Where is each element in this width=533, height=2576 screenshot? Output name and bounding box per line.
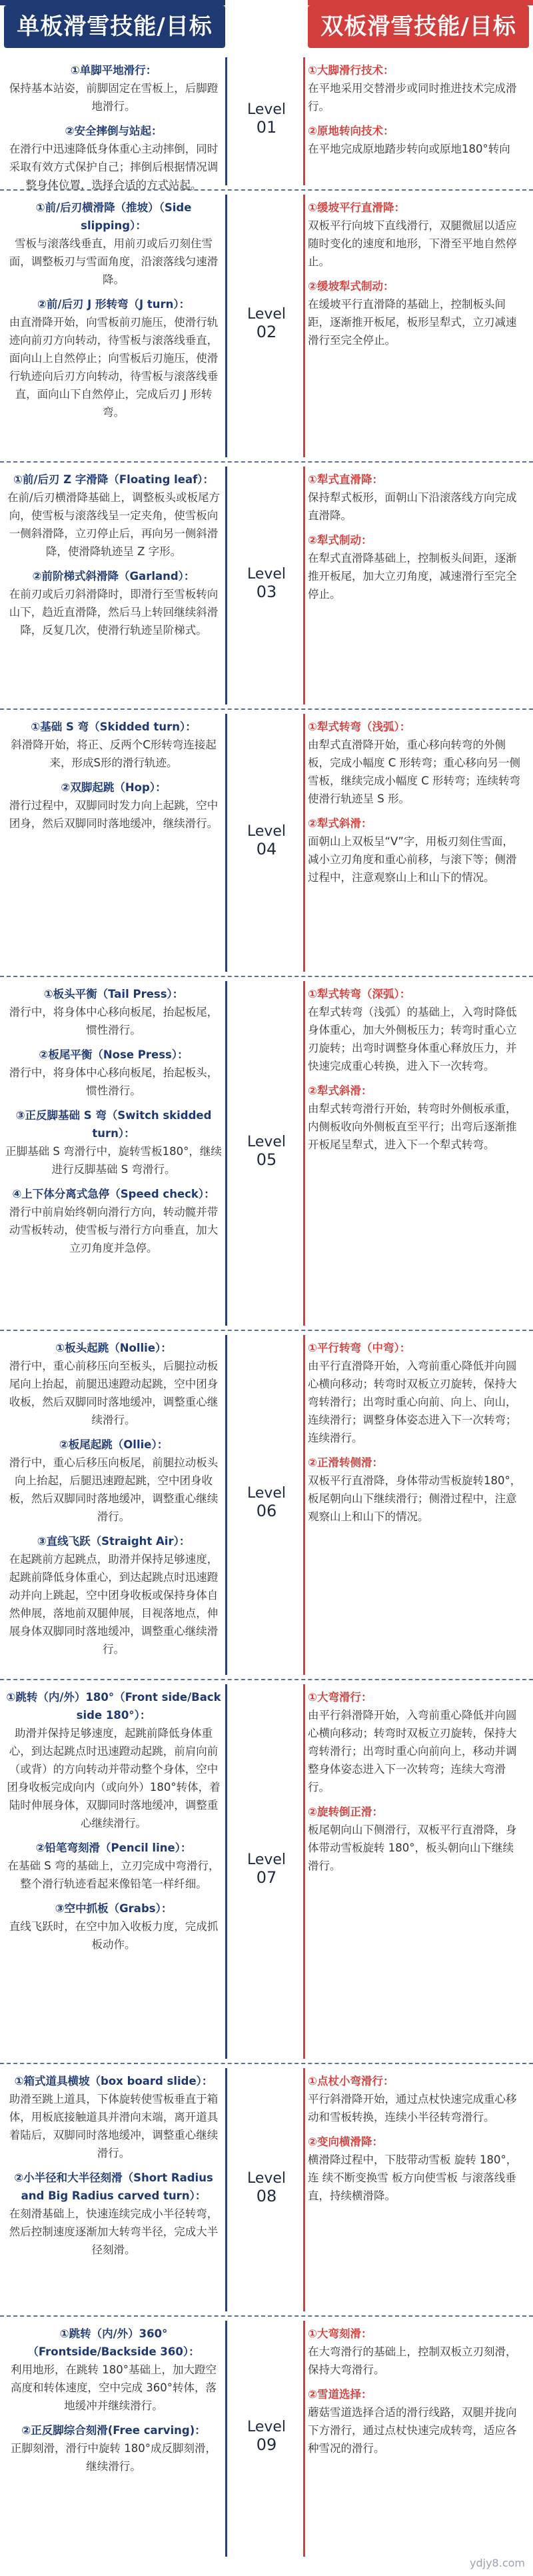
snowboard-skill-item: [5, 1185, 222, 1257]
skill-description: 在犁式直滑降基础上，控制板头间距，逐渐推开板尾，加大立刃角度，减速滑行至完全停止。: [308, 552, 517, 601]
skill-title: ①点杖小弯滑行：: [308, 2075, 394, 2087]
level-label: Level: [247, 1852, 286, 1868]
snowboard-header-title: 单板滑雪技能/目标: [4, 5, 225, 48]
left-column-rule: [225, 1684, 227, 2059]
snowboard-skills-column: [5, 718, 222, 839]
snowboard-skill-item: [5, 1106, 222, 1178]
snowboard-skills-column: [5, 199, 222, 428]
skill-title: ②板尾平衡（Nose Press）：: [39, 1048, 189, 1061]
right-column-rule: [303, 195, 305, 457]
snowboard-skill-item: [5, 985, 222, 1039]
level-divider: [0, 461, 533, 463]
ski-skill-item: [308, 985, 522, 1075]
ski-skills-column: [308, 2325, 522, 2464]
level-label: Level: [247, 822, 286, 840]
ski-skill-item: [308, 2385, 522, 2457]
skill-title: ①大弯刻滑：: [308, 2327, 372, 2340]
skill-title: ②雪道选择：: [308, 2388, 372, 2401]
left-column-rule: [225, 467, 227, 704]
snowboard-skill-item: [5, 1532, 222, 1658]
ski-skills-column: [308, 2072, 522, 2211]
skill-title: ④上下体分离式急停（Speed check）：: [12, 1188, 215, 1200]
right-column-rule: [303, 714, 305, 972]
skill-description: 在基础 S 弯的基础上，立刃完成中弯滑行，整个滑行轨迹看起来像铅笔一样纤细。: [7, 1860, 220, 1890]
level-section: [0, 2065, 533, 2314]
skill-title: ②小半径和大半径刻滑（Short Radius and Big Radius carved turn）：: [14, 2171, 213, 2202]
ski-skill-item: [308, 1688, 522, 1796]
snowboard-skill-item: [5, 1839, 222, 1893]
skill-description: 利用地形，在跳转 180°基础上，加大蹬空高度和转体速度，空中完成 360°转体，落地缓冲并继续滑行。: [11, 2363, 217, 2412]
level-section: [0, 192, 533, 460]
level-badge: [233, 101, 300, 137]
level-badge: [233, 566, 300, 601]
ski-skill-item: [308, 122, 522, 158]
skill-description: 滑行中前肩始终朝向滑行方向，转动髋并带动雪板转动，使雪板与滑行方向垂直，加大立刃角度并急停。: [9, 1206, 219, 1254]
level-badge: [233, 823, 300, 858]
skill-description: 板尾朝向山下侧滑行，双板平行直滑降，身体带动雪板旋转 180°，板头朝向山下继续滑行。: [308, 1824, 517, 1872]
skill-title: ②前/后刃 J 形转弯（J turn）：: [37, 298, 191, 311]
skill-title: ①单脚平地滑行：: [70, 64, 157, 77]
skill-title: ②正滑转侧滑：: [308, 1456, 383, 1469]
level-badge: [233, 1485, 300, 1520]
skill-description: 由平行直滑降开始，入弯前重心降低并向圆心横向移动；转弯时双板立刃旋转，保持大弯转滑行；出弯时重心向前、向上、向山，连续滑行；调整身体姿态进入下一次转弯；连续滑行。: [308, 1360, 517, 1444]
level-section: [0, 978, 533, 1328]
skill-description: 正脚刻滑，滑行中旋转 180°成反脚刻滑，继续滑行。: [11, 2442, 217, 2473]
level-label: Level: [247, 1485, 286, 1502]
skill-description: 助滑至跳上道具，下体旋转使雪板垂直于箱体，用板底接触道具并滑向末端，离开道具着陆后，双脚同时落地缓冲，调整重心继续滑行。: [9, 2093, 219, 2159]
skill-title: ①板头平衡（Tail Press）：: [43, 988, 184, 1000]
skill-title: ①大弯滑行：: [308, 1691, 372, 1704]
snowboard-skills-column: [5, 2072, 222, 2265]
skill-description: 保持基本站姿，前脚固定在雪板上，后脚蹬地滑行。: [9, 82, 219, 113]
level-divider: [0, 708, 533, 710]
ski-skill-item: [308, 277, 522, 349]
skill-title: ①缓坡平行直滑降：: [308, 201, 405, 214]
skill-description: 在刻滑基础上，快速连续完成小半径转弯，然后控制速度逐渐加大转弯半径，完成大半径刻滑。: [9, 2207, 219, 2256]
skill-title: ②旋转倒正滑：: [308, 1806, 383, 1818]
ski-skill-item: [308, 2325, 522, 2379]
ski-header-title: 双板滑雪技能/目标: [308, 5, 529, 48]
snowboard-skill-item: [5, 2325, 222, 2415]
skill-description: 面朝山上双板呈“V”字，用板刃刻住雪面，减小立刃角度和重心前移，与滚下等；侧滑过程中，注意观察山上和山下的情况。: [308, 835, 517, 884]
skill-title: ②正反脚综合刻滑(Free carving)：: [21, 2424, 206, 2437]
skill-title: ②犁式斜滑：: [308, 1084, 372, 1097]
snowboard-skills-column: [5, 471, 222, 646]
ski-skill-item: [308, 718, 522, 808]
skill-description: 蘑菇雪道选择合适的滑行线路，双腿并拢向下方滑行，通过点杖快速完成转弯，适应各种雪况的滑行。: [308, 2406, 517, 2455]
snowboard-skills-column: [5, 1688, 222, 1960]
snowboard-skill-item: [5, 61, 222, 115]
right-column-rule: [303, 981, 305, 1326]
header: [0, 0, 533, 53]
level-label: Level: [247, 306, 286, 323]
skill-title: ②犁式制动：: [308, 534, 372, 547]
snowboard-skill-item: [5, 471, 222, 561]
snowboard-skill-item: [5, 778, 222, 832]
level-badge: [233, 1852, 300, 1887]
ski-skill-item: [308, 531, 522, 603]
skill-title: ①犁式转弯（浅弧）：: [308, 720, 411, 733]
left-column-rule: [225, 195, 227, 457]
level-label: Level: [247, 101, 286, 118]
skill-title: ①跳转（内/外）180°（Front side/Back side 180°）：: [6, 1691, 221, 1722]
skill-title: ②安全摔倒与站起：: [65, 125, 163, 137]
skill-title: ②双脚起跳（Hop）：: [61, 781, 167, 794]
snowboard-skill-item: [5, 1046, 222, 1100]
skill-title: ①前/后刃横滑降（推坡）（Side slipping）：: [35, 201, 192, 232]
left-column-rule: [225, 981, 227, 1326]
skill-title: ②变向横滑降：: [308, 2135, 383, 2148]
skill-title: ②板尾起跳（Ollie）：: [59, 1438, 169, 1451]
level-divider: [0, 1679, 533, 1680]
level-label: Level: [247, 2419, 286, 2435]
ski-skills-column: [308, 1688, 522, 1882]
ski-skills-column: [308, 718, 522, 893]
snowboard-skill-item: [5, 2072, 222, 2162]
skill-description: 平行斜滑降开始，通过点杖快速完成重心移动和雪板转换，连续小半径转弯滑行。: [308, 2093, 517, 2123]
right-column-rule: [303, 2068, 305, 2311]
skill-title: ①板头起跳（Nollie）：: [55, 1342, 172, 1354]
skill-title: ①前/后刃 Z 字滑降（Floating leaf）：: [13, 473, 215, 486]
ski-skill-item: [308, 1082, 522, 1154]
snowboard-skills-column: [5, 985, 222, 1264]
level-number: 03: [256, 582, 277, 601]
ski-skill-item: [308, 1339, 522, 1447]
skill-description: 雪板与滚落线垂直，用前刃或后刃刻住雪面，调整板刃与雪面角度，沿滚落线匀速滑降。: [9, 237, 219, 286]
skill-title: ①犁式转弯（深弧）：: [308, 988, 411, 1000]
skill-title: ①平行转弯（中弯）：: [308, 1342, 411, 1354]
right-column-rule: [303, 467, 305, 704]
watermark-text: ydjy8.com: [470, 2557, 525, 2569]
skill-description: 滑行中，将身体中心移向板尾，抬起板头，惯性滑行。: [9, 1066, 219, 1097]
level-divider: [0, 976, 533, 977]
skill-title: ②原地转向技术：: [308, 125, 394, 137]
ski-skills-column: [308, 61, 522, 165]
skill-title: ①基础 S 弯（Skidded turn）：: [31, 720, 197, 733]
level-number: 04: [256, 839, 277, 858]
snowboard-skill-item: [5, 2169, 222, 2259]
skill-description: 在滑行中迅速降低身体重心主动摔倒，同时采取有效方式保护自己；摔倒后根据情况调整身体位置，选择合适的方式站起。: [9, 143, 219, 191]
skill-title: ①犁式直滑降：: [308, 473, 383, 486]
snowboard-skills-column: [5, 61, 222, 201]
left-column-rule: [225, 2068, 227, 2311]
level-divider: [0, 2063, 533, 2064]
ski-skill-item: [308, 2072, 522, 2126]
skill-description: 双板平行向坡下直线滑行，双腿微屈以适应随时变化的速度和地形，下滑至平地自然停止。: [308, 219, 517, 268]
left-column-rule: [225, 714, 227, 972]
snowboard-skill-item: [5, 1688, 222, 1832]
level-badge: [233, 306, 300, 341]
skill-title: ①大脚滑行技术：: [308, 64, 394, 77]
level-section: [0, 711, 533, 974]
level-number: 09: [256, 2435, 277, 2454]
skill-title: ①跳转（内/外）360°（Frontside/Backside 360）：: [27, 2327, 200, 2358]
skill-title: ③空中抓板（Grabs）：: [55, 1902, 173, 1915]
right-column-rule: [303, 1335, 305, 1675]
ski-skill-item: [308, 61, 522, 115]
level-section: [0, 464, 533, 707]
skill-description: 在前刃或后刃斜滑降时，即滑行至雪板转向山下，趋近直滑降，然后马上转回继续斜滑降，反复几次，使滑行轨迹呈阶梯式。: [9, 588, 219, 637]
skill-description: 双板平行直滑降，身体带动雪板旋转180°，板尾朝向山下继续滑行；侧滑过程中，注意观察山上和山下的情况。: [308, 1474, 522, 1523]
ski-skill-item: [308, 2133, 522, 2205]
right-column-rule: [303, 2321, 305, 2557]
snowboard-skill-item: [5, 295, 222, 421]
skill-description: 由犁式直滑降开始，重心移向转弯的外侧板，完成小幅度 C 形转弯；重心移向另一侧雪板，继续完成小幅度 C 形转弯；连续转弯使滑行轨迹呈 S 形。: [308, 738, 521, 805]
snowboard-skill-item: [5, 2421, 222, 2475]
left-column-rule: [225, 2321, 227, 2557]
skill-description: 斜滑降开始，将正、反两个C形转弯连接起来，形成S形的滑行轨迹。: [11, 738, 217, 769]
ski-skills-column: [308, 199, 522, 356]
skill-description: 在起跳前方起跳点，助滑并保持足够速度，起跳前降低身体重心，到达起跳点时迅速蹬动并向上跳起，空中团身收板或保持身体自然伸展，落地前双腿伸展，目视落地点，伸展身体双脚同时落地缓冲，调整重心继续滑行。: [9, 1553, 219, 1656]
skill-title: ②铅笔弯刻滑（Pencil line）：: [35, 1842, 192, 1854]
level-badge: [233, 1134, 300, 1169]
skill-description: 在平地采用交替滑步或同时推进技术完成滑行。: [308, 82, 517, 113]
snowboard-skill-item: [5, 199, 222, 289]
level-number: 06: [256, 1502, 277, 1520]
level-number: 01: [256, 118, 277, 137]
ski-skill-item: [308, 814, 522, 886]
skill-title: ②前阶梯式斜滑降（Garland）：: [32, 570, 195, 583]
skill-description: 正脚基础 S 弯滑行中，旋转雪板180°，继续进行反脚基础 S 弯滑行。: [5, 1145, 222, 1176]
skill-description: 滑行中，将身体中心移向板尾，抬起板尾，惯性滑行。: [9, 1006, 219, 1036]
snowboard-skill-item: [5, 718, 222, 772]
ski-skill-item: [308, 471, 522, 525]
level-number: 02: [256, 323, 277, 341]
snowboard-skill-item: [5, 1436, 222, 1526]
level-section: [0, 2318, 533, 2559]
skill-description: 在大弯滑行的基础上，控制双板立刃刻滑，保持大弯滑行。: [308, 2345, 517, 2376]
ski-skills-column: [308, 1339, 522, 1532]
skill-title: ①箱式道具横坡（box board slide）：: [14, 2075, 213, 2087]
skill-title: ②犁式斜滑：: [308, 817, 372, 830]
level-section: [0, 55, 533, 191]
level-divider: [0, 189, 533, 191]
left-column-rule: [225, 1335, 227, 1675]
level-section: [0, 1332, 533, 1678]
skill-description: 由犁式转弯滑行开始，转弯时外侧板承重，内侧板收向外侧板直至平行；出弯后逐渐推开板尾呈犁式，进入下一个犁式转弯。: [308, 1102, 517, 1151]
level-number: 05: [256, 1150, 277, 1169]
level-label: Level: [247, 565, 286, 583]
level-number: 08: [256, 2186, 277, 2205]
level-number: 07: [256, 1868, 277, 1887]
skill-description: 在犁式转弯（浅弧）的基础上，入弯时降低身体重心，加大外侧板压力；转弯时重心立刃旋转；出弯时调整身体重心释放压力，并快速完成重心转换，进入下一次转弯。: [308, 1006, 517, 1072]
snowboard-skill-item: [5, 567, 222, 639]
right-column-rule: [303, 57, 305, 185]
skill-description: 在缓坡平行直滑降的基础上，控制板头间距，逐渐推开板尾，板形呈犁式，立刃减速滑行至完全停止。: [308, 298, 517, 347]
skill-description: 横滑降过程中，下肢带动雪板 旋转 180°，连 续不断变换雪 板方向使雪板 与滚落线垂直，持续横滑降。: [308, 2153, 518, 2202]
level-divider: [0, 2315, 533, 2317]
ski-skill-item: [308, 1803, 522, 1875]
skill-description: 保持犁式板形，面朝山下沿滚落线方向完成直滑降。: [308, 491, 517, 522]
skill-title: ③正反脚基础 S 弯（Switch skidded turn）：: [15, 1109, 212, 1140]
skill-description: 由直滑降开始，向雪板前刃施压，使滑行轨迹向前刃方向转动，待雪板与滚落线垂直，面向山上自然停止；向雪板后刃施压，使滑行轨迹向后刃方向转动，待雪板与滚落线垂直，面向山下自然停止，完成后刃 J 形转弯。: [9, 316, 219, 419]
skill-description: 滑行中，重心前移压向至板头，后腿拉动板尾向上抬起，前腿迅速蹬动起跳，空中团身收板，然后双脚同时落地缓冲，调整重心继续滑行。: [9, 1360, 219, 1426]
level-badge: [233, 2170, 300, 2205]
skill-title: ②缓坡犁式制动：: [308, 280, 394, 293]
snowboard-skill-item: [5, 1900, 222, 1953]
skill-description: 助滑并保持足够速度，起跳前降低身体重心，到达起跳点时迅速蹬动起跳，前肩向前（或背）的方向转动并带动整个身体，空中团身收板完成向内（或向外）180°转体，着陆时伸展身体，双脚同时落地缓冲，调整重心继续滑行。: [7, 1727, 221, 1830]
skill-description: 滑行过程中，双脚同时发力向上起跳，空中团身，然后双脚同时落地缓冲，继续滑行。: [9, 799, 219, 830]
skill-description: 滑行中，重心后移压向板尾，前腿拉动板头向上抬起，后腿迅速蹬起跳，空中团身收板，然后双脚同时落地缓冲，调整重心继续滑行。: [9, 1456, 219, 1523]
skill-title: ③直线飞跃（Straight Air）：: [37, 1535, 191, 1548]
ski-skill-item: [308, 1454, 522, 1526]
snowboard-skill-item: [5, 1339, 222, 1429]
level-label: Level: [247, 2169, 286, 2187]
skill-description: 直线飞跃时，在空中加入收板力度，完成抓板动作。: [9, 1920, 219, 1951]
ski-skills-column: [308, 985, 522, 1160]
ski-skill-item: [308, 199, 522, 271]
skill-description: 在平地完成原地踏步转向或原地180°转向: [308, 143, 510, 155]
skill-description: 在前/后刃横滑降基础上，调整板头或板尾方向，使雪板与滚落线呈一定夹角，使雪板向一侧斜滑降，立刃停止后，再向另一侧斜滑降，使滑降轨迹呈 Z 字形。: [7, 491, 221, 558]
level-label: Level: [247, 1133, 286, 1150]
left-column-rule: [225, 57, 227, 185]
snowboard-skill-item: [5, 122, 222, 194]
level-divider: [0, 1330, 533, 1331]
skill-description: 由平行斜滑降开始，入弯前重心降低并向圆心横向移动；转弯时双板立刃旋转，保持大弯转滑行；出弯时重心向前向上，移动并调整身体姿态进入下一次转弯；连续大弯滑行。: [308, 1709, 517, 1794]
snowboard-skills-column: [5, 1339, 222, 1665]
right-column-rule: [303, 1684, 305, 2059]
level-section: [0, 1682, 533, 2061]
level-badge: [233, 2419, 300, 2454]
ski-skills-column: [308, 471, 522, 610]
snowboard-skills-column: [5, 2325, 222, 2482]
